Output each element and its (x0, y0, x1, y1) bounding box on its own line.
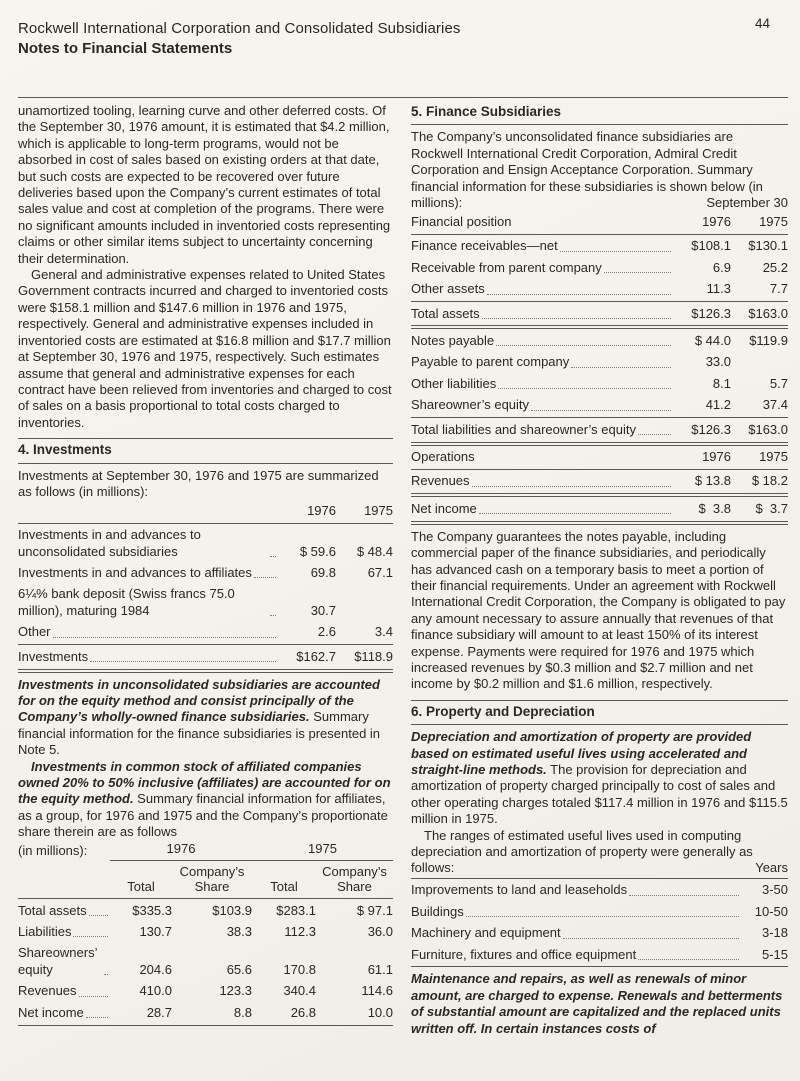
table-rule (18, 644, 393, 645)
table-row: Investments in and advances to unconsolidated subsidiaries $ 59.6 $ 48.4 (18, 527, 393, 559)
table-row: Net income $ 3.8 $ 3.7 (411, 500, 788, 516)
investments-year-header-row (18, 500, 393, 521)
table-row: Other assets 11.3 7.7 (411, 281, 788, 297)
dot-leader (487, 294, 671, 295)
in-millions-label: (in millions): (18, 842, 88, 858)
section-heading-finance-subsidiaries: 5. Finance Subsidiaries (411, 103, 788, 125)
finance-intro: The Company’s unconsolidated finance subsidiaries are Rockwell International Credit Corporation, Admiral Credit Corporation and Ensign Acceptance Corporation. Summary financial information for these subsidiaries is shown below (in millions): September 30 (411, 129, 788, 211)
year-header: 1975 (364, 502, 393, 518)
table-row-label: Net income (18, 1002, 110, 1023)
investments-intro: Investments at September 30, 1976 and 1975 are summarized as follows (in millions): (18, 467, 379, 499)
table-row: Notes payable $ 44.0 $119.9 (411, 332, 788, 348)
left-column (18, 103, 393, 1027)
table-rule (18, 523, 393, 524)
dot-leader (560, 251, 671, 252)
useful-lives-paragraph: The ranges of estimated useful lives used in computing depreciation and amortization of property were generally as follows: Years (411, 827, 788, 876)
table-row: Other 2.6 3.4 (18, 624, 393, 640)
section-heading-investments: 4. Investments (18, 438, 393, 463)
sub-header: Total (270, 879, 298, 895)
affiliates-table (18, 841, 393, 1026)
table-double-rule (411, 442, 788, 446)
guarantee-paragraph: The Company guarantees the notes payable, including commercial paper of the finance subsidiaries, and periodically has advanced cash on a temporary basis to meet a portion of their financial requirements. Under an agreement with Rockwell International Credit Corporation, the Company is obligated to pay any amount necessary to assure annually that revenues of that finance subsidiary will amount to at least 150% of its interest expense. Payments were required for 1976 and 1975 which increased revenues by $0.3 million and $2.7 million and net income by $0.2 million and $1.6 million, respectively. (411, 528, 786, 692)
table-rule (411, 234, 788, 235)
dot-leader (79, 996, 108, 997)
dot-leader (482, 318, 671, 319)
finance-table (411, 211, 788, 524)
continuation-paragraph: unamortized tooling, learning curve and other deferred costs. Of the September 30, 1976 amount, it is estimated that $4.2 million, which is applicable to long-term programs, would not be absorbed in cost of sales based on existing orders at that date, but such costs are expected to be recovered over future deliveries based upon the Company’s current estimates of total sales value and cost at completion of the programs. There were no significant amounts included in inventoried costs representing claims or other similar items subject to uncertainty concerning their determination. (18, 103, 391, 266)
dot-leader (270, 615, 276, 616)
year-header: 1975 (759, 213, 788, 229)
financial-position-header-row: Financial position 1976 1975 (411, 213, 788, 229)
table-double-rule (18, 669, 393, 673)
year-header: 1975 (759, 449, 788, 464)
operations-header-row: Operations 1976 1975 (411, 449, 788, 464)
dot-leader (479, 513, 671, 514)
dot-leader (531, 410, 671, 411)
dot-leader (638, 434, 671, 435)
table-row: Other liabilities 8.1 5.7 (411, 375, 788, 391)
table-rule (18, 898, 393, 899)
table-row: Payable to parent company 33.0 (411, 354, 731, 370)
page-number: 44 (754, 16, 770, 31)
dot-leader (89, 915, 108, 916)
table-total-row: Total assets $126.3 $163.0 (411, 305, 788, 321)
affiliates-table-body: Total assets $335.3 $103.9 $283.1 $ 97.1 Liabilities 130.7 38.3 112.3 36.0 Shareowners’ equity 204.6 65.6 170.8 61.1 Revenues 410.0 123.3 340.4 114.6 Net income 28.7 8.8 26.8 10.0 (18, 900, 393, 1023)
table-row: Finance receivables—net $108.1 $130.1 (411, 238, 788, 254)
table-row-label: Revenues (18, 981, 110, 1002)
table-row: Furniture, fixtures and office equipment 5-15 (411, 946, 788, 962)
years-column-header: Years (755, 860, 788, 876)
dot-leader (571, 367, 671, 368)
table-double-rule (411, 325, 788, 329)
document-title: Notes to Financial Statements (18, 40, 233, 57)
equity-method-note: Investments in unconsolidated subsidiaries are accounted for on the equity method and consist principally of the Company’s wholly-owned finance subsidiaries. Summary financial information for the finance subsidiaries is presented in Note 5. (18, 676, 381, 758)
table-row: Buildings 10-50 (411, 903, 788, 919)
table-row: Receivable from parent company 6.9 25.2 (411, 259, 788, 275)
table-row-label: Liabilities (18, 921, 110, 942)
dot-leader (270, 556, 276, 557)
table-total-row: Investments $162.7 $118.9 (18, 648, 393, 664)
affiliates-note: Investments in common stock of affiliated companies owned 20% to 50% inclusive (affiliates) are accounted for on the equity method. Summary financial information for affiliates, as a group, for 1976 and 1975 and the Company’s proportionate share therein are as follows (18, 758, 391, 840)
ga-expenses-paragraph: General and administrative expenses related to United States Government contracts incurred and charged to inventoried costs were $158.1 million and $147.6 million in 1976 and 1975, respectively. General and administrative expenses included in inventoried costs are estimated at $16.8 million and $17.7 million at September 30, 1976 and 1975, respectively. Such estimates assume that general and administrative expenses for each contract have been relieved from inventories and charged to cost of sales on a basis proportional to total costs charged to inventories. (18, 267, 392, 430)
dot-leader (629, 895, 739, 896)
investments-table (18, 500, 393, 672)
table-row: Revenues $ 13.8 $ 18.2 (411, 473, 788, 489)
dot-leader (466, 916, 739, 917)
table-row: Machinery and equipment 3-18 (411, 925, 788, 941)
dot-leader (472, 486, 671, 487)
year-header: 1976 (702, 213, 731, 229)
dot-leader (638, 959, 739, 960)
company-title: Rockwell International Corporation and Consolidated Subsidiaries (18, 20, 461, 37)
table-double-rule (411, 521, 788, 525)
table-row: Improvements to land and leaseholds 3-50 (411, 882, 788, 898)
right-column (411, 103, 788, 1037)
table-rule (411, 301, 788, 302)
section-heading-property-depreciation: 6. Property and Depreciation (411, 700, 788, 725)
table-row-label: Shareowners’ equity (18, 943, 110, 981)
dot-leader (604, 272, 671, 273)
useful-lives-table (411, 878, 788, 968)
table-rule (18, 1025, 393, 1026)
year-header: 1976 (702, 449, 731, 464)
year-group-header: 1975 (252, 841, 393, 861)
affiliates-table-header (18, 841, 393, 897)
dot-leader (104, 974, 108, 975)
table-row: Investments in and advances to affiliates 69.8 67.1 (18, 565, 393, 581)
table-rule (411, 966, 788, 967)
sub-header: Company’s Share (179, 864, 245, 895)
dot-leader (73, 936, 108, 937)
year-header: 1976 (307, 502, 336, 518)
table-rule (411, 417, 788, 418)
sub-header: Company’s Share (322, 864, 387, 895)
table-row: 6¼% bank deposit (Swiss francs 75.0 million), maturing 1984 30.7 (18, 586, 336, 618)
dot-leader (90, 661, 276, 662)
september-30-header: September 30 (706, 195, 788, 211)
dot-leader (254, 577, 276, 578)
table-total-row: Total liabilities and shareowner’s equity $126.3 $163.0 (411, 421, 788, 437)
depreciation-policy-paragraph: Depreciation and amortization of property are provided based on estimated useful lives using accelerated and straight-line methods. The provision for depreciation and amortization of property charged principally to cost of sales and other operating charges totaled $117.4 million in 1976 and $115.5 million in 1975. (411, 729, 788, 827)
page-header (0, 0, 800, 57)
table-rule (411, 469, 788, 470)
year-group-header: 1976 (110, 841, 252, 861)
maintenance-paragraph: Maintenance and repairs, as well as renewals of minor amount, are charged to expense. Renewals and betterments of substantial amount are capitalized and the replaced units written off. In certain instances costs of (411, 971, 783, 1036)
sub-header: Total (127, 879, 155, 895)
table-row-label: Total assets (18, 900, 110, 921)
dot-leader (86, 1017, 108, 1018)
dot-leader (53, 637, 276, 638)
dot-leader (498, 388, 671, 389)
table-double-rule (411, 493, 788, 497)
dot-leader (563, 938, 739, 939)
two-column-body (0, 98, 800, 1037)
table-rule (411, 878, 788, 879)
table-row: Shareowner’s equity 41.2 37.4 (411, 397, 788, 413)
dot-leader (496, 345, 671, 346)
